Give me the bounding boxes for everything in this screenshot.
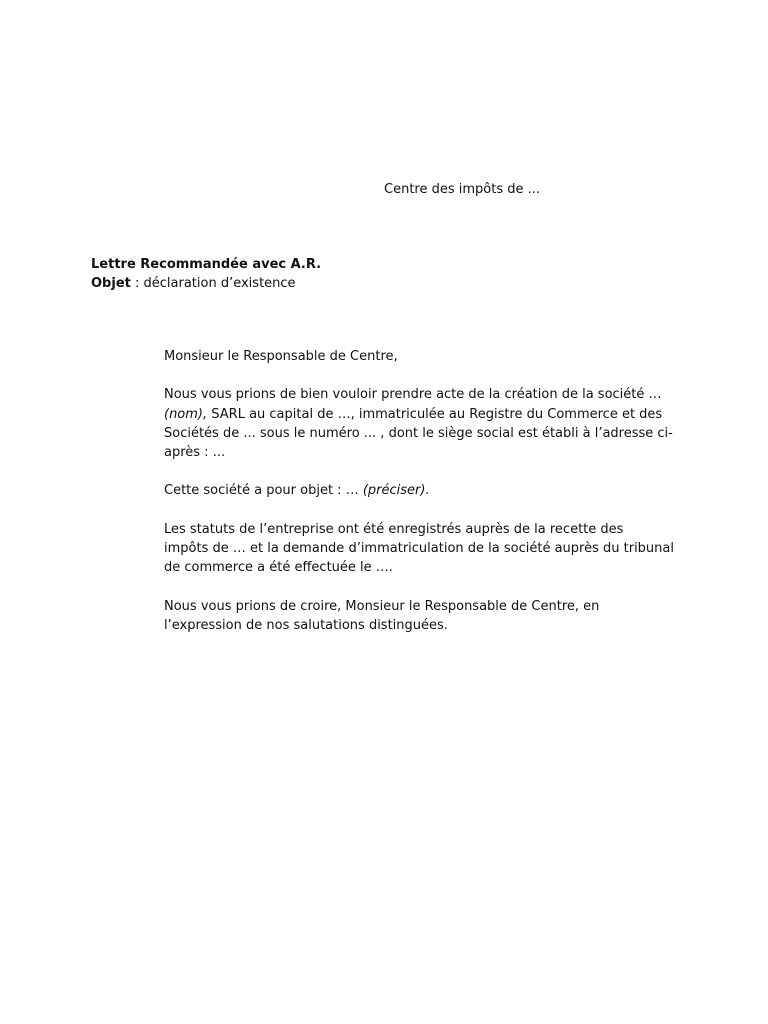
letter-body xyxy=(164,347,684,654)
paragraph-line: Sociétés de ... sous le numéro ... , dont le siège social est établi à l’adresse ci- xyxy=(164,425,673,441)
paragraph-line: Nous vous prions de croire, Monsieur le Responsable de Centre, en xyxy=(164,598,600,614)
registered-mail-label: Lettre Recommandée avec A.R. xyxy=(91,257,322,272)
paragraph-company-purpose xyxy=(164,481,684,500)
paragraph-line: l’expression de nos salutations distinguées. xyxy=(164,617,448,633)
paragraph-line: après : ... xyxy=(164,445,226,461)
subject-label: Objet xyxy=(91,276,131,291)
subject-value: déclaration d’existence xyxy=(143,276,296,291)
letter-header xyxy=(91,255,321,293)
paragraph-line xyxy=(164,405,684,424)
recipient-address: Centre des impôts de ... xyxy=(384,182,541,197)
subject-separator: : xyxy=(130,276,144,291)
paragraph-statutes xyxy=(164,520,684,578)
paragraph-line: impôts de … et la demande d’immatriculation de la société auprès du tribunal xyxy=(164,541,674,557)
salutation-text: Monsieur le Responsable de Centre, xyxy=(164,349,398,364)
paragraph-company-creation xyxy=(164,385,684,462)
closing-formula xyxy=(164,597,684,636)
placeholder-specify: (préciser). xyxy=(362,483,430,499)
paragraph-text: SARL au capital de …, immatriculée au Registre du Commerce et des xyxy=(207,406,663,422)
paragraph-line: Les statuts de l’entreprise ont été enregistrés auprès de la recette des xyxy=(164,521,624,537)
subject-line xyxy=(91,274,321,293)
paragraph-line: de commerce a été effectuée le …. xyxy=(164,560,393,576)
paragraph-line: Nous vous prions de bien vouloir prendre acte de la création de la société … xyxy=(164,387,662,403)
placeholder-name: (nom), xyxy=(164,406,208,422)
paragraph-line xyxy=(164,481,684,500)
salutation xyxy=(164,347,684,366)
paragraph-text: Cette société a pour objet : … xyxy=(164,483,363,499)
